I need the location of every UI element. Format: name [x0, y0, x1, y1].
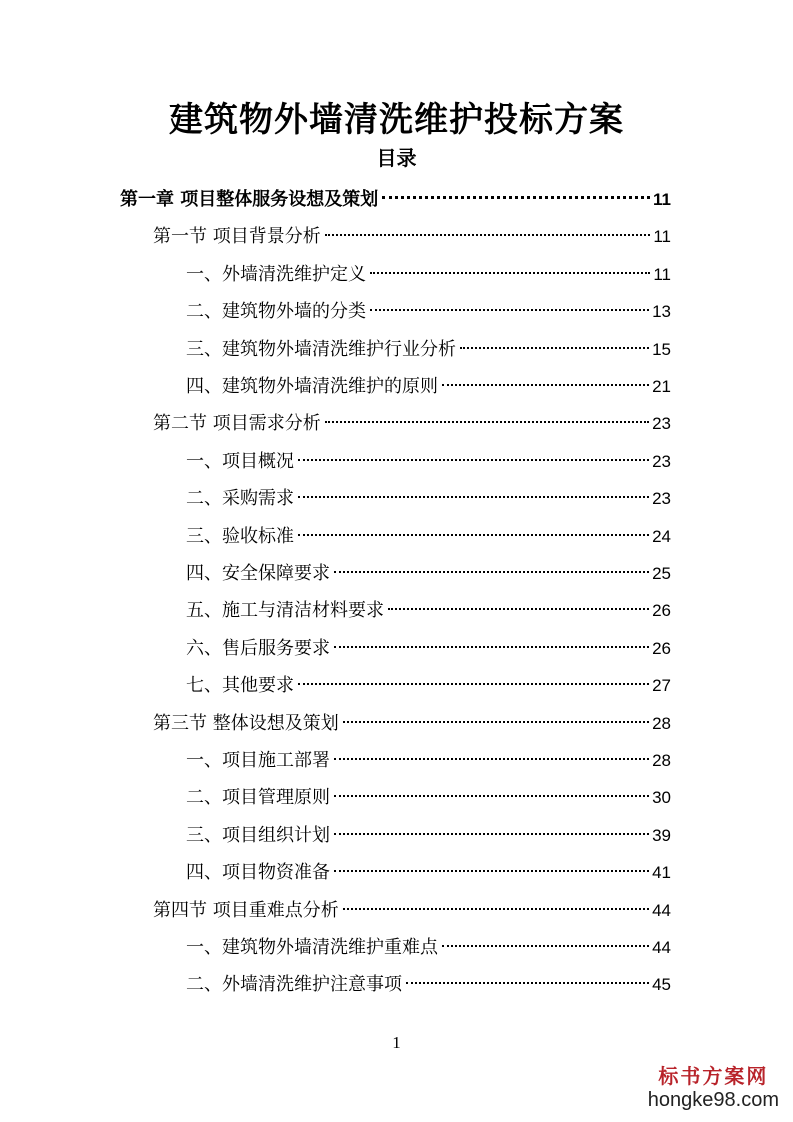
toc-entry[interactable] — [186, 858, 671, 888]
toc-entry-title: 三、项目组织计划 — [186, 824, 330, 846]
toc-entry-title: 五、施工与清洁材料要求 — [186, 600, 384, 622]
toc-entry-title: 三、验收标准 — [186, 525, 294, 547]
toc-dot-leader — [460, 347, 649, 349]
toc-entry[interactable] — [186, 372, 671, 402]
toc-entry[interactable] — [186, 260, 671, 290]
toc-entry[interactable] — [186, 746, 671, 776]
toc-entry-page: 24 — [652, 526, 671, 546]
toc-entry-page: 23 — [652, 414, 671, 434]
toc-entry-page: 27 — [652, 676, 671, 696]
toc-entry-page: 15 — [652, 339, 671, 359]
toc-entry-page: 11 — [653, 190, 671, 209]
toc-entry[interactable] — [153, 709, 671, 739]
toc-entry[interactable] — [186, 596, 671, 626]
toc-entry[interactable] — [153, 409, 671, 439]
toc-entry-page: 25 — [652, 564, 671, 583]
toc-entry[interactable] — [186, 335, 671, 365]
toc-entry-title: 七、其他要求 — [186, 675, 294, 697]
toc-dot-leader — [382, 196, 650, 199]
toc-entry-page: 26 — [652, 601, 671, 621]
toc-entry-title: 四、建筑物外墙清洗维护的原则 — [186, 376, 438, 397]
toc-entry-page: 13 — [652, 302, 671, 322]
toc-dot-leader — [442, 945, 649, 947]
toc-dot-leader — [325, 234, 651, 236]
toc-entry-page: 23 — [652, 451, 671, 471]
watermark-domain: hongke98.com — [647, 1089, 779, 1111]
toc-entry[interactable] — [186, 447, 671, 477]
toc-entry[interactable] — [186, 297, 671, 327]
toc-dot-leader — [298, 534, 649, 536]
toc-entry-title: 四、安全保障要求 — [186, 563, 330, 584]
toc-entry-title: 一、项目概况 — [186, 450, 294, 472]
toc-entry[interactable] — [186, 970, 671, 1000]
toc-entry-title: 二、采购需求 — [186, 488, 294, 510]
toc-entry-page: 41 — [652, 863, 671, 883]
toc-entry[interactable] — [120, 185, 671, 215]
toc-entry[interactable] — [186, 821, 671, 851]
watermark — [648, 1060, 779, 1112]
toc-entry-page: 26 — [652, 638, 671, 658]
toc-entry[interactable] — [186, 783, 671, 813]
toc-entry-title: 二、建筑物外墙的分类 — [186, 301, 366, 323]
toc-heading: 目录 — [376, 146, 417, 170]
toc-entry-page: 44 — [652, 938, 671, 957]
toc-entry-title: 一、项目施工部署 — [186, 750, 330, 771]
toc-entry-page: 44 — [652, 900, 671, 920]
toc-dot-leader — [298, 459, 649, 461]
toc-dot-leader — [334, 571, 649, 573]
toc-entry[interactable] — [186, 484, 671, 514]
toc-entry-page: 39 — [652, 825, 671, 845]
toc-entry-page: 23 — [652, 489, 671, 509]
toc-dot-leader — [334, 646, 649, 648]
toc-entry[interactable] — [186, 559, 671, 589]
toc-dot-leader — [343, 721, 649, 723]
toc-entry-page: 21 — [652, 377, 671, 396]
toc-entry[interactable] — [186, 522, 671, 552]
toc-dot-leader — [334, 758, 649, 760]
toc-entry-page: 28 — [652, 751, 671, 770]
toc-entry-title: 一、建筑物外墙清洗维护重难点 — [186, 937, 438, 958]
toc-entry[interactable] — [186, 671, 671, 701]
toc-entry-page: 45 — [652, 975, 671, 995]
toc-entry[interactable] — [153, 222, 671, 252]
toc-entry-page: 11 — [653, 227, 671, 247]
toc-entry[interactable] — [186, 933, 671, 963]
toc-entry-title: 二、项目管理原则 — [186, 787, 330, 809]
toc-dot-leader — [298, 683, 649, 685]
watermark-site-name: 标书方案网 — [658, 1064, 769, 1088]
toc-entry-page: 28 — [652, 713, 671, 733]
toc-entry-title: 第三节 整体设想及策划 — [153, 712, 339, 734]
toc-entry-title: 一、外墙清洗维护定义 — [186, 263, 366, 285]
toc-entry-title: 四、项目物资准备 — [186, 862, 330, 884]
toc-entry-title: 第一章 项目整体服务设想及策划 — [120, 189, 379, 210]
toc-entry-title: 第二节 项目需求分析 — [153, 413, 321, 435]
toc-entry-title: 六、售后服务要求 — [186, 637, 330, 659]
toc-dot-leader — [343, 908, 649, 910]
toc-dot-leader — [370, 272, 650, 274]
toc-dot-leader — [406, 982, 649, 984]
toc-entry-title: 第四节 项目重难点分析 — [153, 899, 339, 921]
toc-entry[interactable] — [186, 634, 671, 664]
toc-dot-leader — [298, 496, 649, 498]
toc-entry[interactable] — [153, 896, 671, 926]
document-title: 建筑物外墙清洗维护投标方案 — [169, 100, 624, 140]
toc-dot-leader — [334, 795, 649, 797]
toc-entry-page: 30 — [652, 788, 671, 808]
toc-entry-title: 三、建筑物外墙清洗维护行业分析 — [186, 338, 456, 360]
toc-dot-leader — [442, 384, 649, 386]
toc-dot-leader — [325, 421, 649, 423]
toc-dot-leader — [334, 833, 649, 835]
toc-entry-page: 11 — [653, 264, 671, 284]
toc-dot-leader — [388, 608, 649, 610]
toc-dot-leader — [334, 870, 649, 872]
toc-entry-title: 第一节 项目背景分析 — [153, 226, 321, 248]
toc-entry-title: 二、外墙清洗维护注意事项 — [186, 974, 402, 996]
toc-dot-leader — [370, 309, 649, 311]
page-number: 1 — [392, 1033, 401, 1052]
